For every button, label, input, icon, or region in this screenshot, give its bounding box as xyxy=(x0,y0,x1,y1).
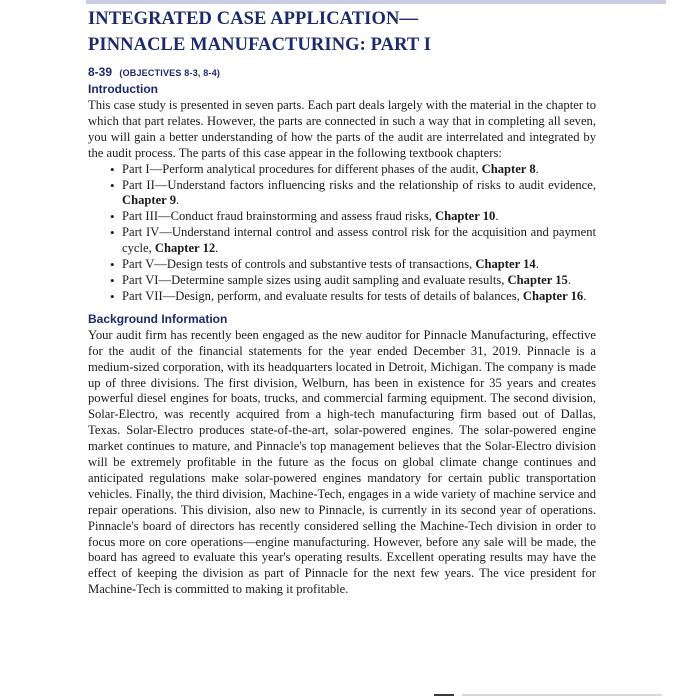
list-item: • Part III—Conduct fraud brainstorming and assess fraud risks, Chapter 10. xyxy=(110,209,596,225)
introduction-heading: Introduction xyxy=(88,82,158,96)
case-title xyxy=(88,6,596,58)
list-item: • Part VII—Design, perform, and evaluate results for tests of details of balances, Chapter 16. xyxy=(110,289,596,305)
problem-objectives: (OBJECTIVES 8-3, 8-4) xyxy=(119,68,221,78)
problem-number: 8-39 xyxy=(88,65,113,79)
introduction-paragraph: This case study is presented in seven parts. Each part deals largely with the material in the chapter to which that part relates. However, the parts are connected in such a way that in completing all seven, you will gain a better understanding of how the parts of the audit are interrelated and integrated by the audit process. The parts of this case appear in the following textbook chapters: xyxy=(88,98,596,160)
list-item: • Part V—Design tests of controls and substantive tests of transactions, Chapter 14. xyxy=(110,257,596,273)
list-item: • Part VI—Determine sample sizes using audit sampling and evaluate results, Chapter 15. xyxy=(110,273,596,289)
list-item: • Part II—Understand factors influencing risks and the relationship of risks to audit evidence, Chapter 9. xyxy=(110,178,596,210)
page-footer-rule xyxy=(462,694,662,696)
textbook-page xyxy=(88,6,596,598)
problem-header xyxy=(88,64,596,81)
top-rule xyxy=(86,0,666,4)
case-title-line-1: INTEGRATED CASE APPLICATION— xyxy=(88,9,419,29)
list-item: • Part IV—Understand internal control and assess control risk for the acquisition and payment cycle, Chapter 12. xyxy=(110,225,596,257)
page-footer-mark xyxy=(434,694,454,696)
background-heading: Background Information xyxy=(88,311,228,326)
background-paragraph: Your audit firm has recently been engaged as the new auditor for Pinnacle Manufacturing, effective for the audit of the financial statements for the year ended December 31, 2019. Pinnacle is a medium-sized corporation, with its headquarters located in Detroit, Michigan. The company is made up of three divisions. The first division, Welburn, has been in existence for 35 years and creates powerful diesel engines for boats, trucks, and commercial farming equipment. The second division, Solar-Electro, was recently acquired from a high-tech manufacturing firm based out of Dallas, Texas. Solar-Electro produces state-of-the-art, solar-powered engines. The solar-powered engine market continues to mature, and Pinnacle's top management believes that the Solar-Electro division will be extremely profitable in the future as the focus on global climate change continues and anticipated regulations make solar-powered engines mandatory for certain public transportation vehicles. Finally, the third division, Machine-Tech, engages in a wide variety of machine service and repair operations. This division, also new to Pinnacle, is currently in its second year of operations. Pinnacle's board of directors has recently considered selling the Machine-Tech division in order to focus more on core operations—engine manufacturing. However, before any sale will be made, the board has agreed to evaluate this year's operating results. Excellent operating results may have the effect of keeping the division as part of Pinnacle for the next few years. The vice president for Machine-Tech is committed to making it profitable. xyxy=(88,327,596,597)
case-parts-list xyxy=(88,162,596,305)
case-title-line-2: PINNACLE MANUFACTURING: PART I xyxy=(88,35,432,55)
list-item: • Part I—Perform analytical procedures for different phases of the audit, Chapter 8. xyxy=(110,162,596,178)
